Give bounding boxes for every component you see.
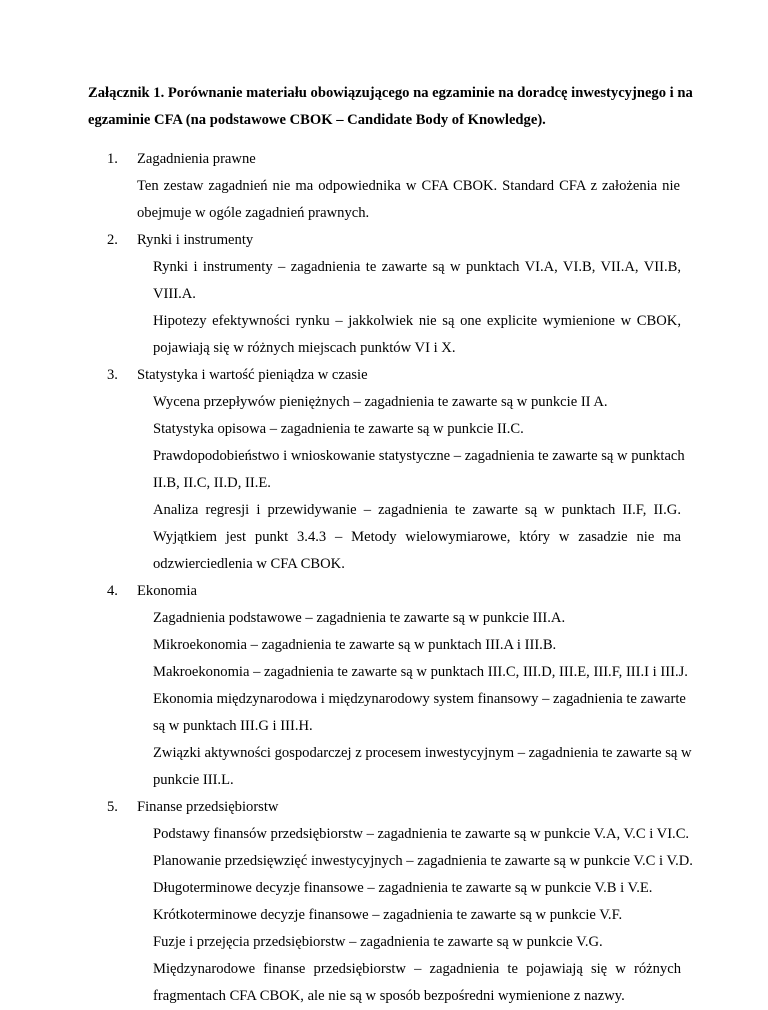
section-heading: Statystyka i wartość pieniądza w czasie (137, 367, 368, 383)
section-number: 5. (107, 799, 118, 815)
paragraph-line: Krótkoterminowe decyzje finansowe – zagadnienia te zawarte są w punkcie V.F. (153, 907, 623, 923)
section-header (0, 227, 768, 254)
paragraph-line: Związki aktywności gospodarczej z procesem inwestycyjnym – zagadnienia te zawarte są w (153, 745, 692, 761)
paragraph-line: fragmentach CFA CBOK, ale nie są w sposób bezpośredni wymienione z nazwy. (153, 988, 625, 1004)
section-paragraph (153, 821, 690, 848)
paragraph-line: VIII.A. (153, 286, 196, 302)
section-paragraph (153, 956, 681, 1010)
paragraph-line: punkcie III.L. (153, 772, 234, 788)
title-line-1: Załącznik 1. Porównanie materiału obowiązującego na egzaminie na doradcę inwestycyjnego i na (88, 85, 693, 101)
section-paragraph (153, 740, 692, 794)
section-list (0, 146, 768, 1010)
paragraph-line: Analiza regresji i przewidywanie – zagadnienia te zawarte są w punktach II.F, II.G. (153, 502, 681, 518)
paragraph-line: Podstawy finansów przedsiębiorstw – zagadnienia te zawarte są w punkcie V.A, V.C i VI.C. (153, 826, 690, 842)
section-heading: Ekonomia (137, 583, 197, 599)
section-paragraph (153, 902, 681, 929)
paragraph-line: Międzynarodowe finanse przedsiębiorstw – zagadnienia te pojawiają się w różnych (153, 961, 681, 977)
paragraph-line: pojawiają się w różnych miejscach punktów VI i X. (153, 340, 456, 356)
paragraph-line: są w punktach III.G i III.H. (153, 718, 313, 734)
paragraph-line: Długoterminowe decyzje finansowe – zagadnienia te zawarte są w punkcie V.B i V.E. (153, 880, 653, 896)
paragraph-line: Wycena przepływów pieniężnych – zagadnienia te zawarte są w punkcie II A. (153, 394, 608, 410)
title-line-2: egzaminie CFA (na podstawowe CBOK – Candidate Body of Knowledge). (88, 112, 546, 128)
section-paragraph (153, 659, 688, 686)
section-number: 3. (107, 367, 118, 383)
paragraph-line: II.B, II.C, II.D, II.E. (153, 475, 271, 491)
section-paragraph (137, 173, 680, 227)
page-title (88, 80, 693, 134)
section-item (0, 794, 768, 1010)
section-header (0, 362, 768, 389)
paragraph-line: Ten zestaw zagadnień nie ma odpowiednika w CFA CBOK. Standard CFA z założenia nie (137, 178, 680, 194)
section-number: 4. (107, 583, 118, 599)
section-paragraph (153, 848, 693, 875)
section-item (0, 362, 768, 578)
paragraph-line: Rynki i instrumenty – zagadnienia te zawarte są w punktach VI.A, VI.B, VII.A, VII.B, (153, 259, 681, 275)
paragraph-line: Prawdopodobieństwo i wnioskowanie statystyczne – zagadnienia te zawarte są w punktach (153, 448, 685, 464)
paragraph-line: Ekonomia międzynarodowa i międzynarodowy system finansowy – zagadnienia te zawarte (153, 691, 686, 707)
paragraph-line: Makroekonomia – zagadnienia te zawarte są w punktach III.C, III.D, III.E, III.F, III.I i III.J. (153, 664, 688, 680)
paragraph-line: Zagadnienia podstawowe – zagadnienia te zawarte są w punkcie III.A. (153, 610, 566, 626)
section-number: 1. (107, 151, 118, 167)
paragraph-line: odzwierciedlenia w CFA CBOK. (153, 556, 345, 572)
section-heading: Finanse przedsiębiorstw (137, 799, 279, 815)
section-paragraph (153, 632, 681, 659)
section-paragraph (153, 443, 685, 497)
section-paragraph (153, 875, 681, 902)
paragraph-line: Planowanie przedsięwzięć inwestycyjnych – zagadnienia te zawarte są w punkcie V.C i V.D. (153, 853, 693, 869)
section-number: 2. (107, 232, 118, 248)
section-paragraph (153, 686, 686, 740)
paragraph-line: Statystyka opisowa – zagadnienia te zawarte są w punkcie II.C. (153, 421, 524, 437)
section-header (0, 794, 768, 821)
section-paragraph (153, 308, 681, 362)
section-heading: Zagadnienia prawne (137, 151, 256, 167)
paragraph-line: obejmuje w ogóle zagadnień prawnych. (137, 205, 370, 221)
section-paragraph (153, 254, 681, 308)
paragraph-line: Hipotezy efektywności rynku – jakkolwiek nie są one explicite wymienione w CBOK, (153, 313, 681, 329)
section-item (0, 146, 768, 227)
section-heading: Rynki i instrumenty (137, 232, 254, 248)
section-paragraph (153, 497, 681, 578)
section-header (0, 146, 768, 173)
paragraph-line: Wyjątkiem jest punkt 3.4.3 – Metody wielowymiarowe, który w zasadzie nie ma (153, 529, 681, 545)
section-paragraph (153, 929, 681, 956)
section-paragraph (153, 389, 681, 416)
section-paragraph (153, 605, 681, 632)
section-header (0, 578, 768, 605)
section-item (0, 578, 768, 794)
section-item (0, 227, 768, 362)
paragraph-line: Mikroekonomia – zagadnienia te zawarte są w punktach III.A i III.B. (153, 637, 557, 653)
section-paragraph (153, 416, 681, 443)
paragraph-line: Fuzje i przejęcia przedsiębiorstw – zagadnienia te zawarte są w punkcie V.G. (153, 934, 603, 950)
